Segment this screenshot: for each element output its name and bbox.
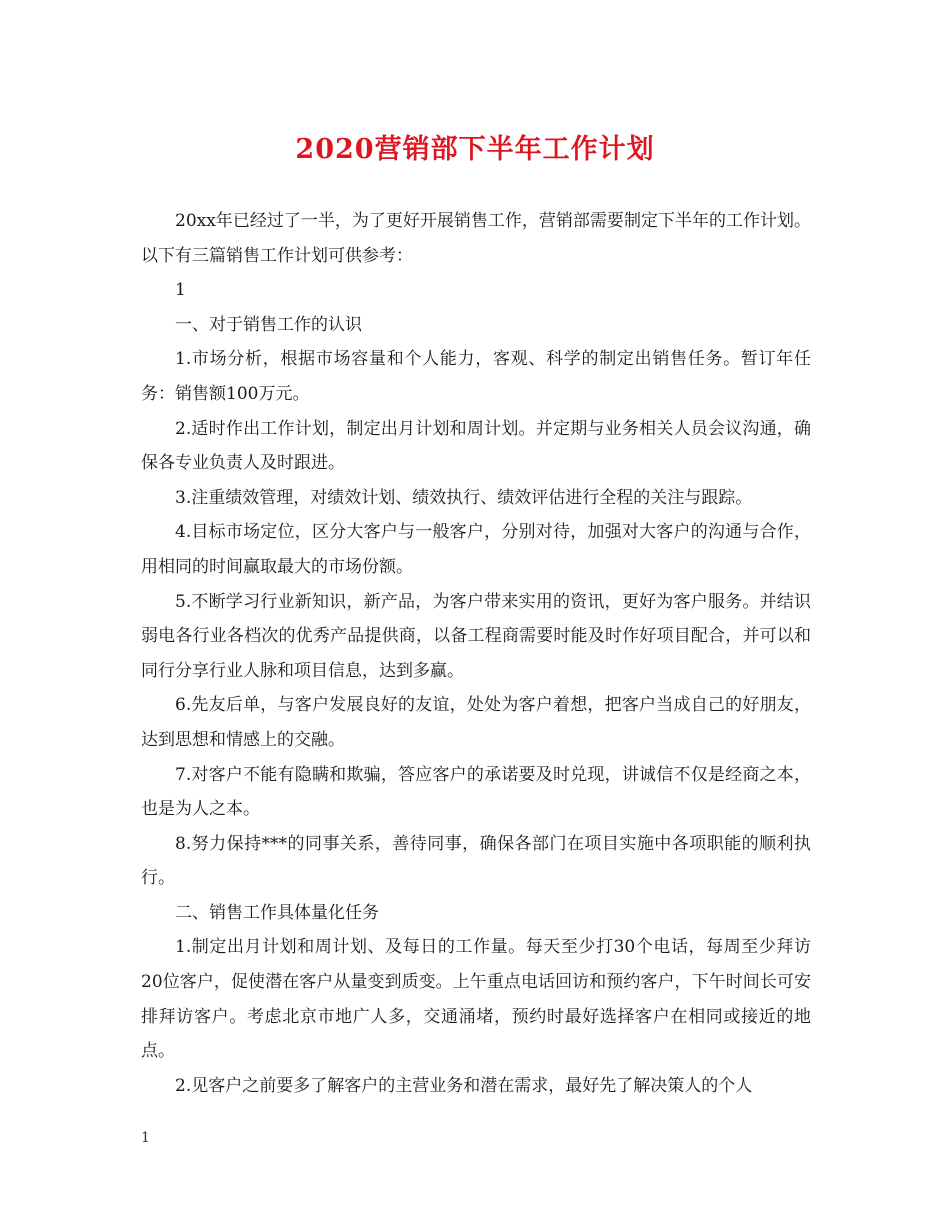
section-heading: 一、对于销售工作的认识 <box>175 314 362 335</box>
page-number: 1 <box>141 1130 150 1146</box>
paragraph: 3.注重绩效管理，对绩效计划、绩效执行、绩效评估进行全程的关注与跟踪。 <box>175 487 753 508</box>
document-body <box>141 204 811 1103</box>
paragraph: 2.见客户之前要多了解客户的主营业务和潜在需求，最好先了解决策人的个人 <box>175 1075 753 1096</box>
document-title: 2020营销部下半年工作计划 <box>295 134 655 165</box>
paragraph: 1.制定出月计划和周计划、及每日的工作量。每天至少打30个电话，每周至少拜访20位客户，促使潜在客户从量变到质变。上午重点电话回访和预约客户，下午时间长可安排拜访客户。考虑北京市地广人多，交通涌堵，预约时最好选择客户在相同或接近的地点。 <box>141 937 811 1062</box>
paragraph: 1.市场分析，根据市场容量和个人能力，客观、科学的制定出销售任务。暂订年任务：销售额100万元。 <box>141 349 811 404</box>
section-heading: 二、销售工作具体量化任务 <box>175 902 379 923</box>
paragraph: 2.适时作出工作计划，制定出月计划和周计划。并定期与业务相关人员会议沟通，确保各专业负责人及时跟进。 <box>141 418 811 474</box>
paragraph: 20xx年已经过了一半，为了更好开展销售工作，营销部需要制定下半年的工作计划。以下有三篇销售工作计划可供参考： <box>141 211 811 266</box>
paragraph: 6.先友后单，与客户发展良好的友谊，处处为客户着想，把客户当成自己的好朋友，达到思想和情感上的交融。 <box>141 695 811 750</box>
paragraph: 4.目标市场定位，区分大客户与一般客户，分别对待，加强对大客户的沟通与合作，用相同的时间赢取最大的市场份额。 <box>141 522 811 577</box>
paragraph: 5.不断学习行业新知识，新产品，为客户带来实用的资讯，更好为客户服务。并结识弱电各行业各档次的优秀产品提供商，以备工程商需要时能及时作好项目配合，并可以和同行分享行业人脉和项目信息，达到多赢。 <box>141 591 811 681</box>
paragraph: 8.努力保持***的同事关系，善待同事，确保各部门在项目实施中各项职能的顺利执行。 <box>141 833 811 889</box>
paragraph: 7.对客户不能有隐瞒和欺骗，答应客户的承诺要及时兑现，讲诚信不仅是经商之本，也是为人之本。 <box>141 764 811 820</box>
paragraph: 1 <box>175 280 186 301</box>
